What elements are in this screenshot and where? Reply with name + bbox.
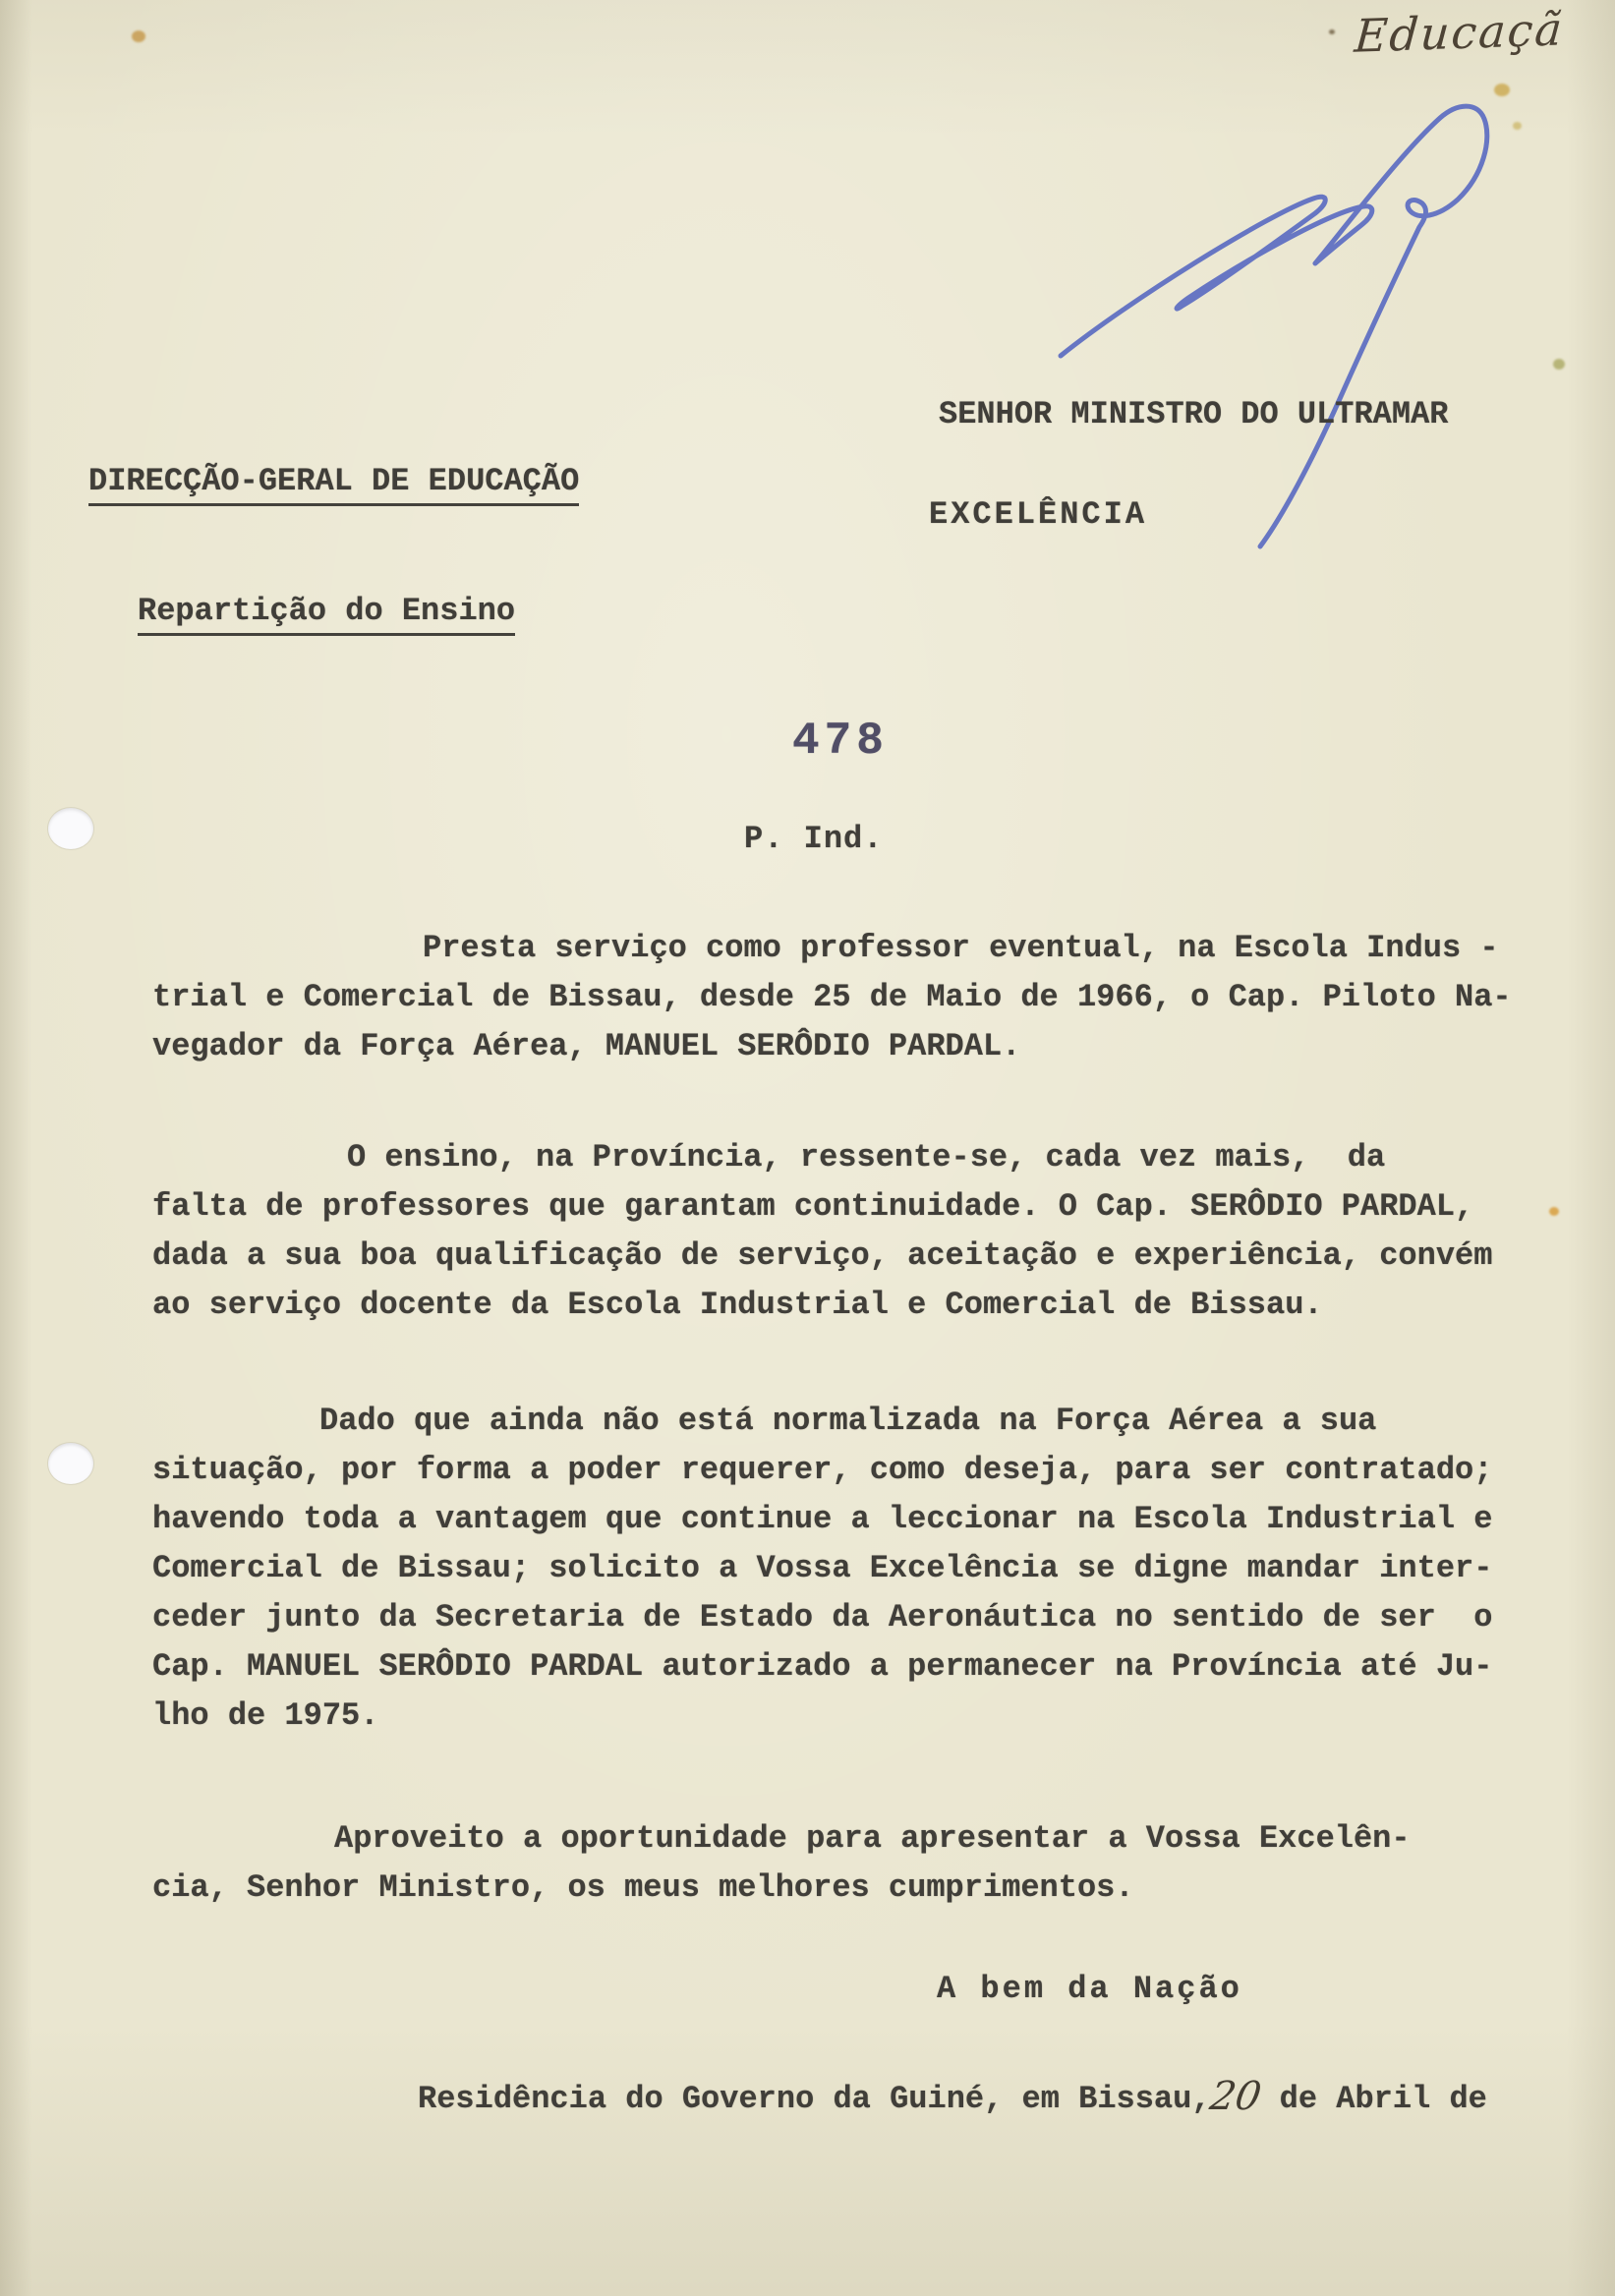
punch-hole (48, 1443, 93, 1484)
paper-stain (132, 30, 145, 42)
text-line: Comercial de Bissau; solicito a Vossa Excelência se digne mandar inter- (152, 1550, 1493, 1586)
text-line: havendo toda a vantagem que continue a leccionar na Escola Industrial e (152, 1501, 1493, 1537)
text-line: ao serviço docente da Escola Industrial e Comercial de Bissau. (152, 1287, 1323, 1323)
text-line: dada a sua boa qualificação de serviço, aceitação e experiência, convém (152, 1237, 1493, 1274)
reference-number: 478 (792, 716, 889, 767)
paper-stain (1513, 122, 1522, 130)
paper-stain (1549, 1207, 1559, 1216)
text-line: vegador da Força Aérea, MANUEL SERÔDIO PARDAL. (152, 1028, 1021, 1064)
paragraph (152, 924, 1512, 1071)
text-line: ceder junto da Secretaria de Estado da Aeronáutica no sentido de ser o (152, 1599, 1493, 1636)
text-line: Aproveito a oportunidade para apresentar a Vossa Excelên- (334, 1820, 1411, 1857)
text-line: Cap. MANUEL SERÔDIO PARDAL autorizado a permanecer na Província até Ju- (152, 1648, 1493, 1685)
dateline-place: Residência do Governo da Guiné, em Bissau, (418, 2081, 1211, 2117)
handwritten-annotation: Educaçã (1353, 2, 1566, 63)
text-line: lho de 1975. (152, 1697, 379, 1734)
text-line: situação, por forma a poder requerer, como deseja, para ser contratado; (152, 1452, 1493, 1488)
paragraph (152, 1397, 1492, 1741)
dateline (418, 2072, 1487, 2117)
division-title: Repartição do Ensino (138, 594, 515, 636)
closing-motto: A bem da Nação (937, 1971, 1242, 2007)
department-title: DIRECÇÃO-GERAL DE EDUCAÇÃO (88, 464, 579, 506)
text-line: Dado que ainda não está normalizada na Força Aérea a sua (319, 1403, 1377, 1439)
dateline-month: de Abril de (1260, 2081, 1487, 2117)
letterhead (88, 393, 579, 707)
process-label: P. Ind. (744, 821, 884, 857)
paper-stain (1553, 359, 1565, 370)
paragraph (152, 1814, 1411, 1913)
text-line: O ensino, na Província, ressente-se, cada vez mais, da (347, 1139, 1386, 1176)
text-line: falta de professores que garantam continuidade. O Cap. SERÔDIO PARDAL, (152, 1188, 1474, 1225)
salutation-line: EXCELÊNCIA (929, 496, 1148, 533)
text-line: trial e Comercial de Bissau, desde 25 de Maio de 1966, o Cap. Piloto Na- (152, 979, 1512, 1015)
paragraph (152, 1133, 1492, 1330)
paper-speck (1329, 29, 1335, 34)
addressee-line: SENHOR MINISTRO DO ULTRAMAR (939, 396, 1449, 432)
text-line: cia, Senhor Ministro, os meus melhores cumprimentos. (152, 1869, 1134, 1906)
punch-hole (48, 808, 93, 849)
handwritten-day: 20 (1206, 2074, 1265, 2119)
text-line: Presta serviço como professor eventual, na Escola Indus - (423, 930, 1499, 966)
paper-stain (1494, 84, 1510, 96)
